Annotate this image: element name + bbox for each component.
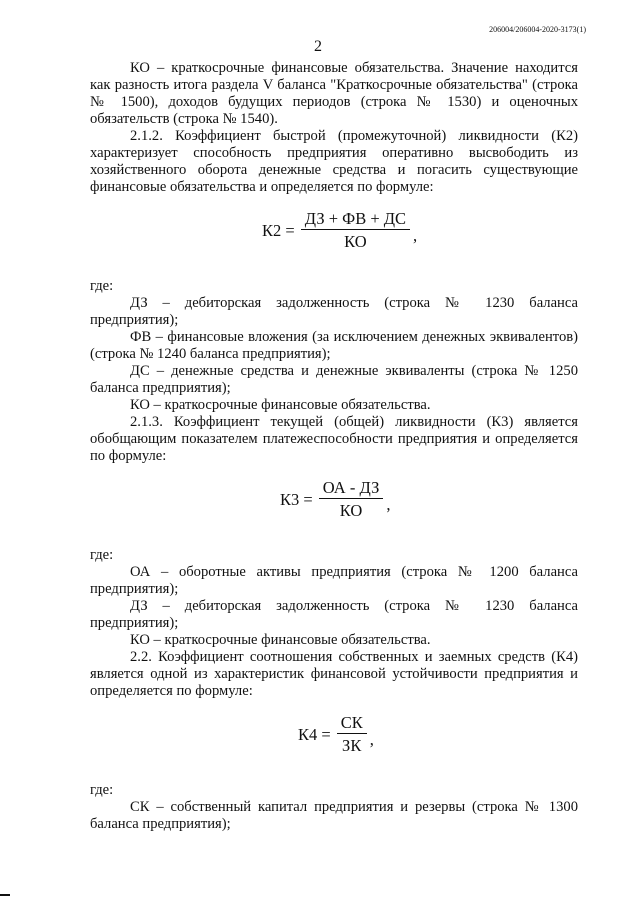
document-body <box>90 60 578 833</box>
formula-k4 <box>90 700 578 782</box>
formula-k3 <box>90 465 578 547</box>
definition-dz: ДЗ – дебиторская задолженность (строка № 1230 баланса предприятия); <box>90 295 578 328</box>
definition-dz-2: ДЗ – дебиторская задолженность (строка № 1230 баланса предприятия); <box>90 598 578 631</box>
formula-k3-denominator: КО <box>339 501 363 520</box>
formula-k4-comma: , <box>369 729 374 749</box>
definition-sk: СК – собственный капитал предприятия и резервы (строка № 1300 баланса предприятия); <box>90 799 578 832</box>
formula-k2-numerator: ДЗ + ФВ + ДС <box>301 210 410 230</box>
definition-oa: ОА – оборотные активы предприятия (строка № 1200 баланса предприятия); <box>90 564 578 597</box>
formula-k3-comma: , <box>386 494 391 514</box>
formula-k4-label: К4 = <box>298 724 331 744</box>
formula-k2-comma: , <box>413 225 418 245</box>
formula-k4-denominator: ЗК <box>342 736 362 755</box>
formula-k2-denominator: КО <box>344 232 367 251</box>
paragraph-ko-definition: КО – краткосрочные финансовые обязательства. Значение находится как разность итога раздела V баланса "Краткосрочные обязательства" (строка № 1500), доходов будущих периодов (строка № 1530) и оценочных обязательств (строка № 1540). <box>90 60 578 127</box>
formula-k2-fraction <box>301 210 410 250</box>
where-label-1: где: <box>90 278 114 294</box>
document-id: 206004/206004-2020-3173(1) <box>489 25 586 34</box>
formula-k3-numerator: ОА - ДЗ <box>319 479 384 499</box>
formula-k2 <box>90 196 578 278</box>
formula-k2-label: К2 = <box>262 220 295 240</box>
formula-k4-numerator: СК <box>337 714 367 734</box>
page-number: 2 <box>314 38 322 55</box>
definition-fv: ФВ – финансовые вложения (за исключением денежных эквивалентов) (строка № 1240 баланса предприятия); <box>90 329 578 362</box>
formula-k4-fraction <box>337 714 367 754</box>
margin-mark <box>0 894 10 896</box>
definition-ko: КО – краткосрочные финансовые обязательства. <box>130 397 431 413</box>
formula-k3-label: К3 = <box>280 489 313 509</box>
definition-ds: ДС – денежные средства и денежные эквиваленты (строка № 1250 баланса предприятия); <box>90 363 578 396</box>
formula-k3-fraction <box>319 479 384 519</box>
definition-ko-2: КО – краткосрочные финансовые обязательства. <box>130 632 431 648</box>
paragraph-k4-intro: 2.2. Коэффициент соотношения собственных и заемных средств (К4) является одной из характеристик финансовой устойчивости предприятия и определяется по формуле: <box>90 649 578 699</box>
where-label-2: где: <box>90 547 114 563</box>
paragraph-k2-intro: 2.1.2. Коэффициент быстрой (промежуточной) ликвидности (К2) характеризует способность предприятия оперативно высвободить из хозяйственного оборота денежные средства и погасить существующие финансовые обязательства и определяется по формуле: <box>90 128 578 195</box>
where-label-3: где: <box>90 782 114 798</box>
paragraph-k3-intro: 2.1.3. Коэффициент текущей (общей) ликвидности (К3) является обобщающим показателем платежеспособности предприятия и определяется по формуле: <box>90 414 578 464</box>
